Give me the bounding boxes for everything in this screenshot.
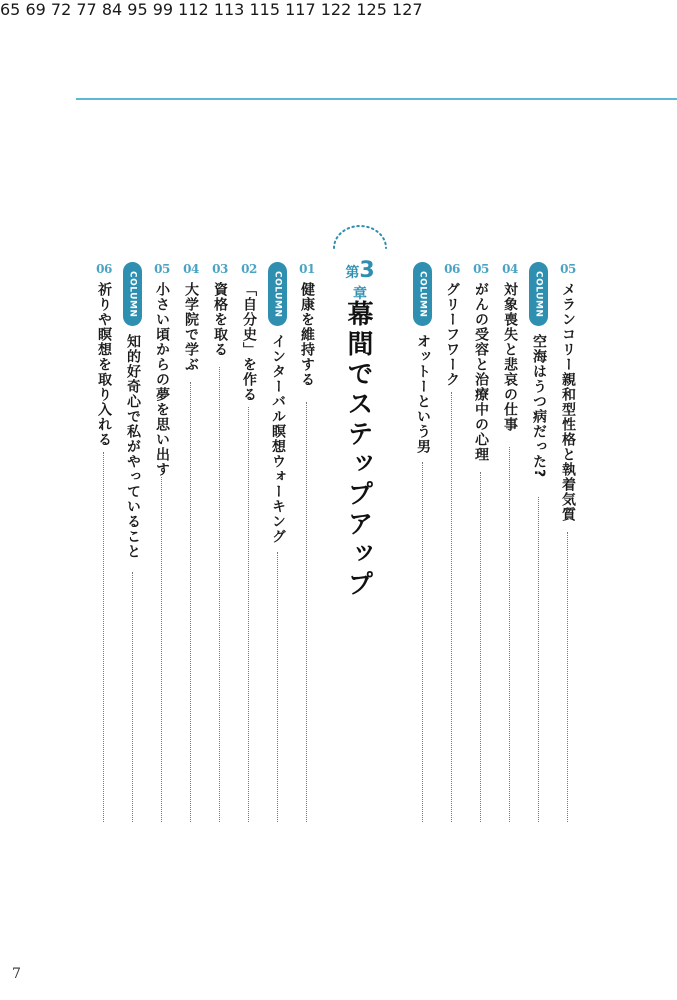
- entry-title: 空海はうつ病だった?: [531, 334, 547, 479]
- entry-number: 05: [154, 262, 170, 276]
- entry-page: 112: [178, 0, 209, 19]
- column-badge: COLUMN: [268, 262, 287, 326]
- dot-leader: [538, 497, 539, 822]
- toc-entry-column[interactable]: [411, 262, 435, 822]
- toc-entry[interactable]: [208, 262, 232, 822]
- entry-title: グリーフワーク: [444, 282, 460, 387]
- toc-entry[interactable]: [469, 262, 493, 822]
- dot-leader: [248, 407, 249, 822]
- entry-page: 117: [285, 0, 316, 19]
- toc-entry[interactable]: [92, 262, 116, 822]
- entry-title: がんの受容と治療中の心理: [473, 282, 489, 462]
- dot-leader: [509, 447, 510, 822]
- entry-title: 「自分史」を作る: [241, 282, 257, 402]
- entry-title: 祈りや瞑想を取り入れる: [96, 282, 112, 447]
- dot-leader: [480, 472, 481, 822]
- toc-entry[interactable]: [295, 262, 319, 822]
- entry-number: 04: [502, 262, 518, 276]
- chapter-suffix: 章: [353, 286, 367, 302]
- column-badge: COLUMN: [123, 262, 142, 326]
- dot-leader: [277, 552, 278, 822]
- entry-page: 99: [152, 0, 174, 19]
- entry-title: インターバル瞑想ウォーキング: [270, 334, 286, 544]
- dot-leader: [451, 392, 452, 822]
- chapter-ornament-arc: [330, 222, 390, 252]
- entry-page: 84: [101, 0, 123, 19]
- dot-leader: [306, 402, 307, 822]
- toc-entry-column[interactable]: [121, 262, 145, 822]
- chapter-digit: 3: [359, 258, 375, 283]
- toc-entry[interactable]: [498, 262, 522, 822]
- entry-title: 資格を取る: [212, 282, 228, 357]
- toc-entry[interactable]: [237, 262, 261, 822]
- toc-entry-column[interactable]: [527, 262, 551, 822]
- dot-leader: [103, 452, 104, 822]
- entry-page: 125: [356, 0, 387, 19]
- entry-number: 05: [473, 262, 489, 276]
- entry-number: 06: [444, 262, 460, 276]
- entry-number: 05: [560, 262, 576, 276]
- entry-title: 対象喪失と悲哀の仕事: [502, 282, 518, 432]
- toc-entry[interactable]: [150, 262, 174, 822]
- dot-leader: [219, 367, 220, 822]
- dot-leader: [190, 382, 191, 822]
- toc-entry-column[interactable]: [266, 262, 290, 822]
- chapter-number: [340, 258, 380, 303]
- entry-number: 02: [241, 262, 257, 276]
- entry-title: 大学院で学ぶ: [183, 282, 199, 372]
- entry-title: 健康を維持する: [299, 282, 315, 387]
- chapter-prefix: 第: [345, 265, 360, 281]
- toc-entry[interactable]: [556, 262, 580, 822]
- entry-number: 01: [299, 262, 315, 276]
- entry-page: 77: [76, 0, 97, 19]
- entry-page: 113: [213, 0, 245, 19]
- toc-entry[interactable]: [440, 262, 464, 822]
- entry-page: 122: [320, 0, 352, 19]
- entry-title: オットーという男: [415, 334, 431, 454]
- entry-number: 06: [96, 262, 112, 276]
- entry-page: 115: [249, 0, 280, 19]
- entry-title: メランコリー親和型性格と執着気質: [560, 282, 576, 522]
- dot-leader: [161, 477, 162, 822]
- dot-leader: [132, 572, 133, 822]
- top-rule: [76, 98, 677, 100]
- entry-number: 03: [212, 262, 228, 276]
- entry-number: 04: [183, 262, 199, 276]
- toc-entry[interactable]: [179, 262, 203, 822]
- entry-page: 65: [0, 0, 21, 19]
- entry-page: 95: [127, 0, 148, 19]
- entry-title: 知的好奇心で私がやっていること: [125, 334, 141, 559]
- chapter-title: 幕間でステップアップ: [343, 300, 373, 600]
- entry-page: 72: [50, 0, 72, 19]
- entry-page: 69: [25, 0, 46, 19]
- page-number: 7: [12, 966, 21, 982]
- dot-leader: [567, 532, 568, 822]
- column-badge: COLUMN: [413, 262, 432, 326]
- dot-leader: [422, 462, 423, 822]
- column-badge: COLUMN: [529, 262, 548, 326]
- entry-page: 127: [392, 0, 423, 19]
- entry-title: 小さい頃からの夢を思い出す: [154, 282, 170, 477]
